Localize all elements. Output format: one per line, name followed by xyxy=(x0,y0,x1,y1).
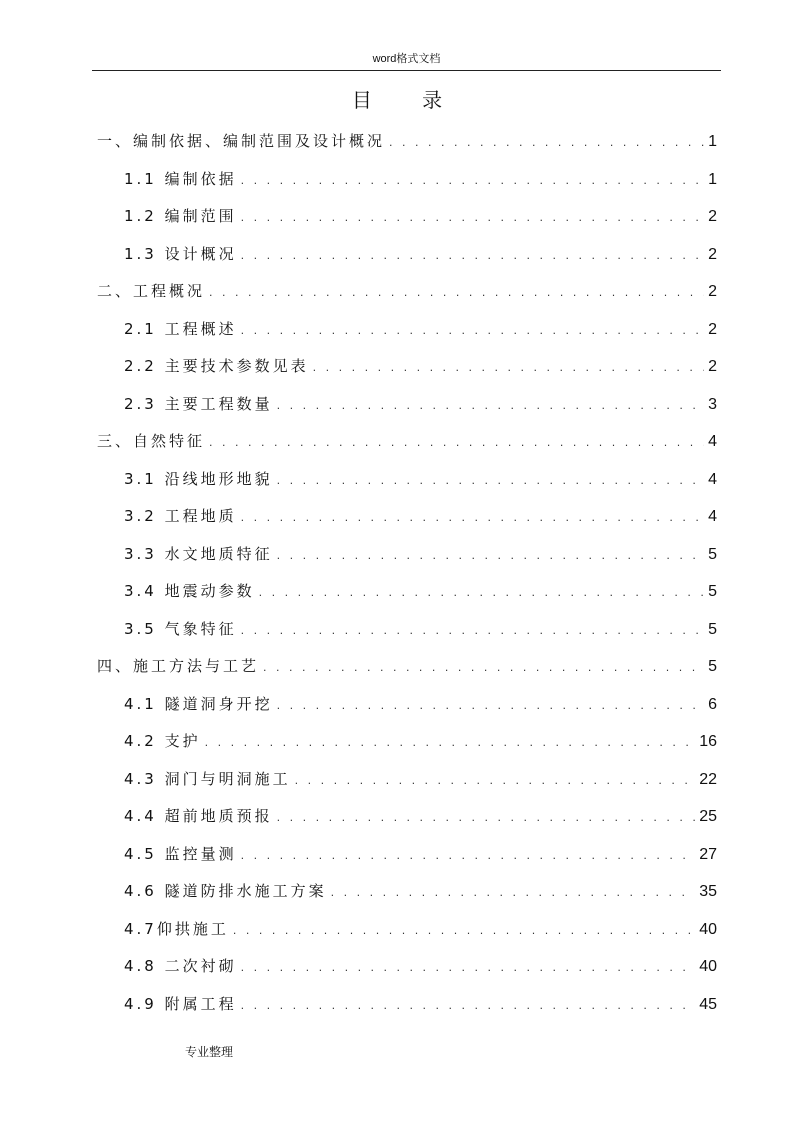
toc-entry-label: 二、工程概况 xyxy=(97,282,206,300)
toc-entry-page-number: 1 xyxy=(708,133,717,150)
toc-dot-leader xyxy=(277,806,696,830)
toc-entry-label: 四、施工方法与工艺 xyxy=(97,657,260,675)
toc-entry[interactable] xyxy=(97,279,717,303)
toc-entry[interactable] xyxy=(124,917,717,941)
toc-entry[interactable] xyxy=(124,317,717,341)
toc-dot-leader xyxy=(295,769,696,793)
toc-entry[interactable] xyxy=(124,954,717,978)
toc-entry[interactable] xyxy=(124,767,717,791)
toc-dot-leader xyxy=(241,994,696,1018)
toc-entry-page-number: 40 xyxy=(699,920,717,938)
toc-entry-label: 4.3 洞门与明洞施工 xyxy=(124,769,291,788)
toc-entry-label: 3.3 水文地质特征 xyxy=(124,544,273,563)
toc-entry-page-number: 6 xyxy=(708,695,717,713)
toc-entry-label: 3.5 气象特征 xyxy=(124,619,237,638)
toc-title: 目 录 xyxy=(351,88,465,112)
toc-entry[interactable] xyxy=(124,692,717,716)
toc-entry[interactable] xyxy=(124,354,717,378)
toc-dot-leader xyxy=(277,469,704,493)
toc-entry-label: 4.8 二次衬砌 xyxy=(124,957,237,975)
toc-entry-label: 3.1 沿线地形地貌 xyxy=(124,469,273,488)
toc-dot-leader xyxy=(331,881,696,905)
toc-entry-label: 1.2 编制范围 xyxy=(124,207,237,225)
toc-entry-page-number: 5 xyxy=(708,545,717,563)
toc-entry-label: 4.9 附属工程 xyxy=(124,994,237,1013)
toc-entry-page-number: 22 xyxy=(699,770,717,788)
toc-dot-leader xyxy=(241,844,696,868)
toc-entry[interactable] xyxy=(124,542,717,566)
toc-entry-label: 2.2 主要技术参数见表 xyxy=(124,357,309,375)
toc-dot-leader xyxy=(241,956,696,980)
toc-dot-leader xyxy=(259,581,704,605)
toc-entry[interactable] xyxy=(124,804,717,828)
toc-entry-label: 3.4 地震动参数 xyxy=(124,582,255,600)
toc-dot-leader xyxy=(241,319,704,343)
toc-entry[interactable] xyxy=(124,467,717,491)
toc-dot-leader xyxy=(277,544,704,568)
toc-entry-label: 4.6 隧道防排水施工方案 xyxy=(124,882,327,900)
toc-entry-label: 1.1 编制依据 xyxy=(124,169,237,188)
toc-entry-page-number: 27 xyxy=(699,845,717,863)
toc-entry-page-number: 4 xyxy=(708,508,717,525)
toc-entry-page-number: 4 xyxy=(708,433,717,450)
toc-entry-page-number: 1 xyxy=(708,170,717,188)
toc-dot-leader xyxy=(241,506,704,530)
toc-entry-page-number: 2 xyxy=(708,320,717,338)
toc-dot-leader xyxy=(241,244,704,268)
toc-entry-page-number: 3 xyxy=(708,395,717,413)
toc-entry-page-number: 5 xyxy=(708,583,717,600)
toc-dot-leader xyxy=(241,206,704,230)
toc-dot-leader xyxy=(313,356,704,380)
toc-entry-label: 4.1 隧道洞身开挖 xyxy=(124,694,273,713)
toc-entry[interactable] xyxy=(124,879,717,903)
toc-dot-leader xyxy=(209,431,704,455)
toc-dot-leader xyxy=(233,919,695,943)
toc-entry[interactable] xyxy=(124,729,717,753)
toc-entry[interactable] xyxy=(124,617,717,641)
toc-entry-label: 4.5 监控量测 xyxy=(124,844,237,863)
toc-dot-leader xyxy=(389,131,704,155)
toc-entry[interactable] xyxy=(124,242,717,266)
page-footer: 专业整理 xyxy=(185,1045,234,1059)
toc-entry[interactable] xyxy=(97,429,717,453)
toc-entry-label: 2.3 主要工程数量 xyxy=(124,394,273,413)
toc-entry-page-number: 16 xyxy=(699,733,717,750)
toc-entry-page-number: 25 xyxy=(699,808,717,825)
toc-entry-label: 1.3 设计概况 xyxy=(124,244,237,263)
toc-dot-leader xyxy=(241,619,704,643)
toc-entry[interactable] xyxy=(124,504,717,528)
toc-entry-label: 4.7仰拱施工 xyxy=(124,919,229,938)
toc-entry-label: 4.2 支护 xyxy=(124,732,201,750)
toc-entry[interactable] xyxy=(124,204,717,228)
toc-entry-page-number: 5 xyxy=(708,658,717,675)
toc-entry[interactable] xyxy=(97,129,717,153)
toc-entry[interactable] xyxy=(97,654,717,678)
toc-entry-label: 2.1 工程概述 xyxy=(124,319,237,338)
toc-entry[interactable] xyxy=(124,842,717,866)
toc-dot-leader xyxy=(277,394,704,418)
toc-entry-label: 3.2 工程地质 xyxy=(124,507,237,525)
toc-entry-label: 4.4 超前地质预报 xyxy=(124,807,273,825)
toc-entry[interactable] xyxy=(124,167,717,191)
toc-entry-page-number: 35 xyxy=(699,883,717,900)
toc-dot-leader xyxy=(205,731,696,755)
page-header: word格式文档 xyxy=(92,48,721,71)
toc-entry[interactable] xyxy=(124,992,717,1016)
toc-dot-leader xyxy=(209,281,704,305)
toc-entry-page-number: 5 xyxy=(708,620,717,638)
toc-entry-page-number: 2 xyxy=(708,208,717,225)
toc-entry[interactable] xyxy=(124,392,717,416)
toc-entry[interactable] xyxy=(124,579,717,603)
toc-entry-page-number: 45 xyxy=(699,995,717,1013)
toc-entry-page-number: 2 xyxy=(708,358,717,375)
toc-entry-page-number: 4 xyxy=(708,470,717,488)
toc-entry-label: 一、编制依据、编制范围及设计概况 xyxy=(97,132,386,150)
toc-entry-page-number: 2 xyxy=(708,283,717,300)
toc-entry-label: 三、自然特征 xyxy=(97,432,206,450)
toc-entry-page-number: 40 xyxy=(699,958,717,975)
toc-dot-leader xyxy=(241,169,704,193)
toc-dot-leader xyxy=(277,694,704,718)
toc-entry-page-number: 2 xyxy=(708,245,717,263)
toc-dot-leader xyxy=(263,656,704,680)
